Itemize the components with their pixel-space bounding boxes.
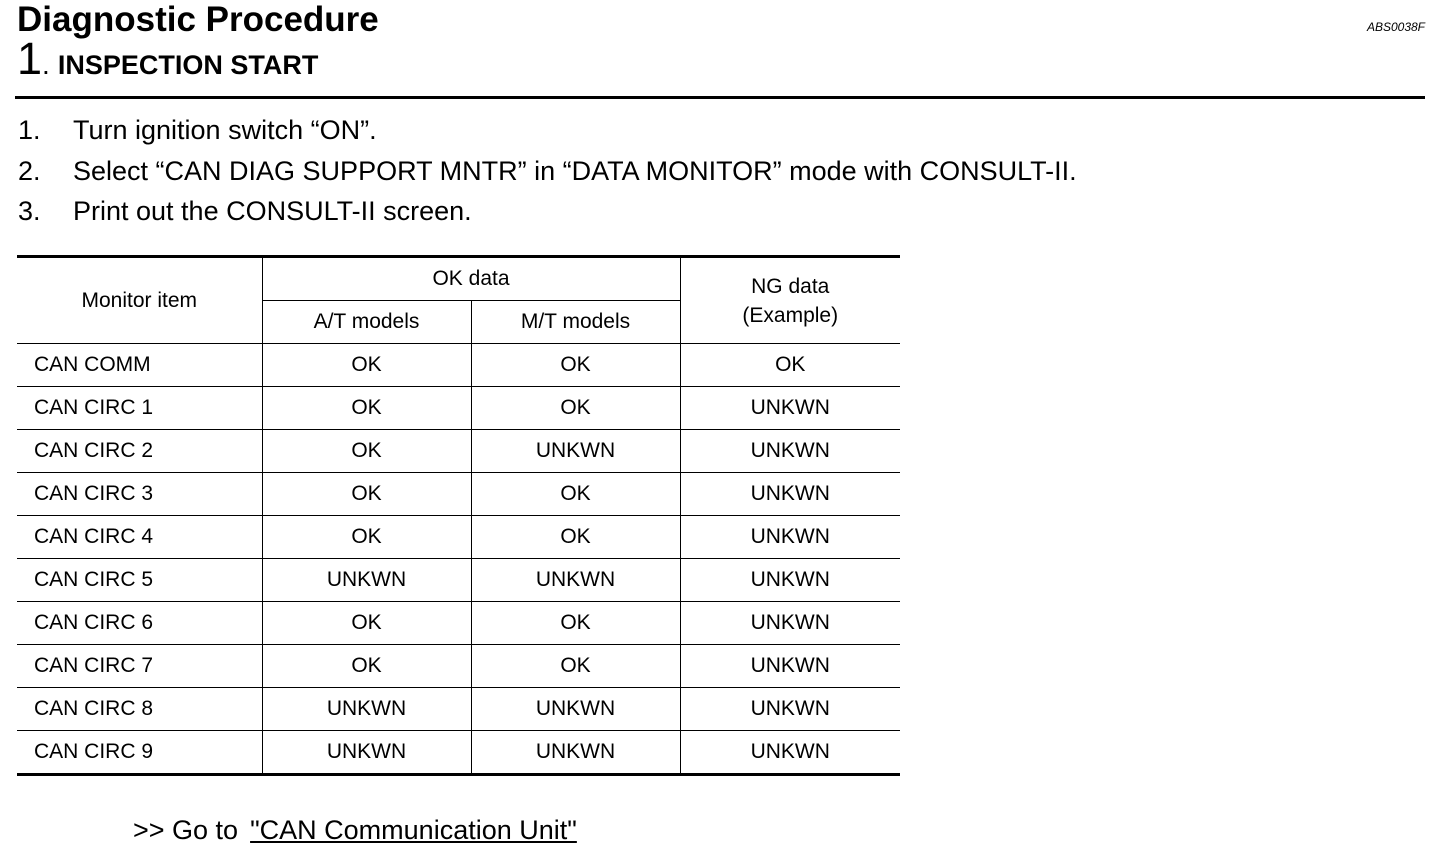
ng-value-cell: UNKWN (680, 559, 900, 602)
ng-value-cell: UNKWN (680, 688, 900, 731)
mt-value-cell: OK (471, 645, 680, 688)
monitor-item-cell: CAN CIRC 5 (17, 559, 262, 602)
header-ng-data-line2: (Example) (742, 303, 839, 327)
header-monitor-item: Monitor item (17, 257, 262, 344)
instruction-text: Print out the CONSULT-II screen. (73, 196, 472, 226)
monitor-item-cell: CAN CIRC 3 (17, 473, 262, 516)
at-value-cell: UNKWN (262, 559, 471, 602)
instruction-number: 3. (18, 196, 41, 226)
table-row (17, 688, 900, 731)
at-value-cell: OK (262, 473, 471, 516)
table-row (17, 473, 900, 516)
ng-value-cell: UNKWN (680, 731, 900, 775)
step-heading (17, 33, 319, 84)
table-row (17, 516, 900, 559)
header-at-models: A/T models (262, 301, 471, 344)
monitor-item-cell: CAN CIRC 7 (17, 645, 262, 688)
table-row (17, 430, 900, 473)
can-communication-unit-link[interactable]: "CAN Communication Unit" (250, 815, 577, 845)
heading-divider (15, 96, 1425, 99)
step-title: INSPECTION START (57, 50, 319, 80)
instruction-list (18, 110, 1077, 232)
page-title: Diagnostic Procedure (17, 0, 379, 39)
header-ok-data: OK data (262, 257, 680, 301)
at-value-cell: UNKWN (262, 688, 471, 731)
table-row (17, 645, 900, 688)
ng-value-cell: OK (680, 344, 900, 387)
can-monitor-table (17, 255, 900, 776)
monitor-item-cell: CAN CIRC 6 (17, 602, 262, 645)
mt-value-cell: UNKWN (471, 559, 680, 602)
instruction-number: 1. (18, 115, 41, 145)
header-ng-data-line1: NG data (751, 274, 830, 298)
mt-value-cell: OK (471, 473, 680, 516)
step-number: 1 (17, 33, 43, 84)
mt-value-cell: OK (471, 387, 680, 430)
header-mt-models: M/T models (471, 301, 680, 344)
ng-value-cell: UNKWN (680, 387, 900, 430)
monitor-item-cell: CAN CIRC 8 (17, 688, 262, 731)
mt-value-cell: OK (471, 602, 680, 645)
instruction-item (18, 110, 1077, 151)
ng-value-cell: UNKWN (680, 516, 900, 559)
table-row (17, 731, 900, 775)
table-row (17, 602, 900, 645)
monitor-item-cell: CAN COMM (17, 344, 262, 387)
mt-value-cell: OK (471, 344, 680, 387)
goto-line (133, 815, 577, 846)
ng-value-cell: UNKWN (680, 645, 900, 688)
ng-value-cell: UNKWN (680, 602, 900, 645)
mt-value-cell: UNKWN (471, 430, 680, 473)
monitor-item-cell: CAN CIRC 9 (17, 731, 262, 775)
table-row (17, 559, 900, 602)
reference-code: ABS0038F (1366, 20, 1425, 34)
monitor-item-cell: CAN CIRC 2 (17, 430, 262, 473)
instruction-item (18, 151, 1077, 192)
instruction-text: Turn ignition switch “ON”. (73, 115, 377, 145)
table-row (17, 387, 900, 430)
at-value-cell: OK (262, 516, 471, 559)
at-value-cell: OK (262, 645, 471, 688)
at-value-cell: OK (262, 602, 471, 645)
goto-prefix: >> Go to (133, 815, 239, 845)
at-value-cell: UNKWN (262, 731, 471, 775)
at-value-cell: OK (262, 344, 471, 387)
header-ng-data (680, 257, 900, 344)
monitor-item-cell: CAN CIRC 4 (17, 516, 262, 559)
ng-value-cell: UNKWN (680, 473, 900, 516)
mt-value-cell: OK (471, 516, 680, 559)
instruction-number: 2. (18, 155, 41, 186)
mt-value-cell: UNKWN (471, 731, 680, 775)
ng-value-cell: UNKWN (680, 430, 900, 473)
table-row (17, 344, 900, 387)
at-value-cell: OK (262, 387, 471, 430)
mt-value-cell: UNKWN (471, 688, 680, 731)
at-value-cell: OK (262, 430, 471, 473)
instruction-text: Select “CAN DIAG SUPPORT MNTR” in “DATA MONITOR” mode with CONSULT-II. (73, 155, 1077, 186)
monitor-item-cell: CAN CIRC 1 (17, 387, 262, 430)
instruction-item (18, 191, 1077, 232)
step-number-dot: . (42, 49, 50, 80)
